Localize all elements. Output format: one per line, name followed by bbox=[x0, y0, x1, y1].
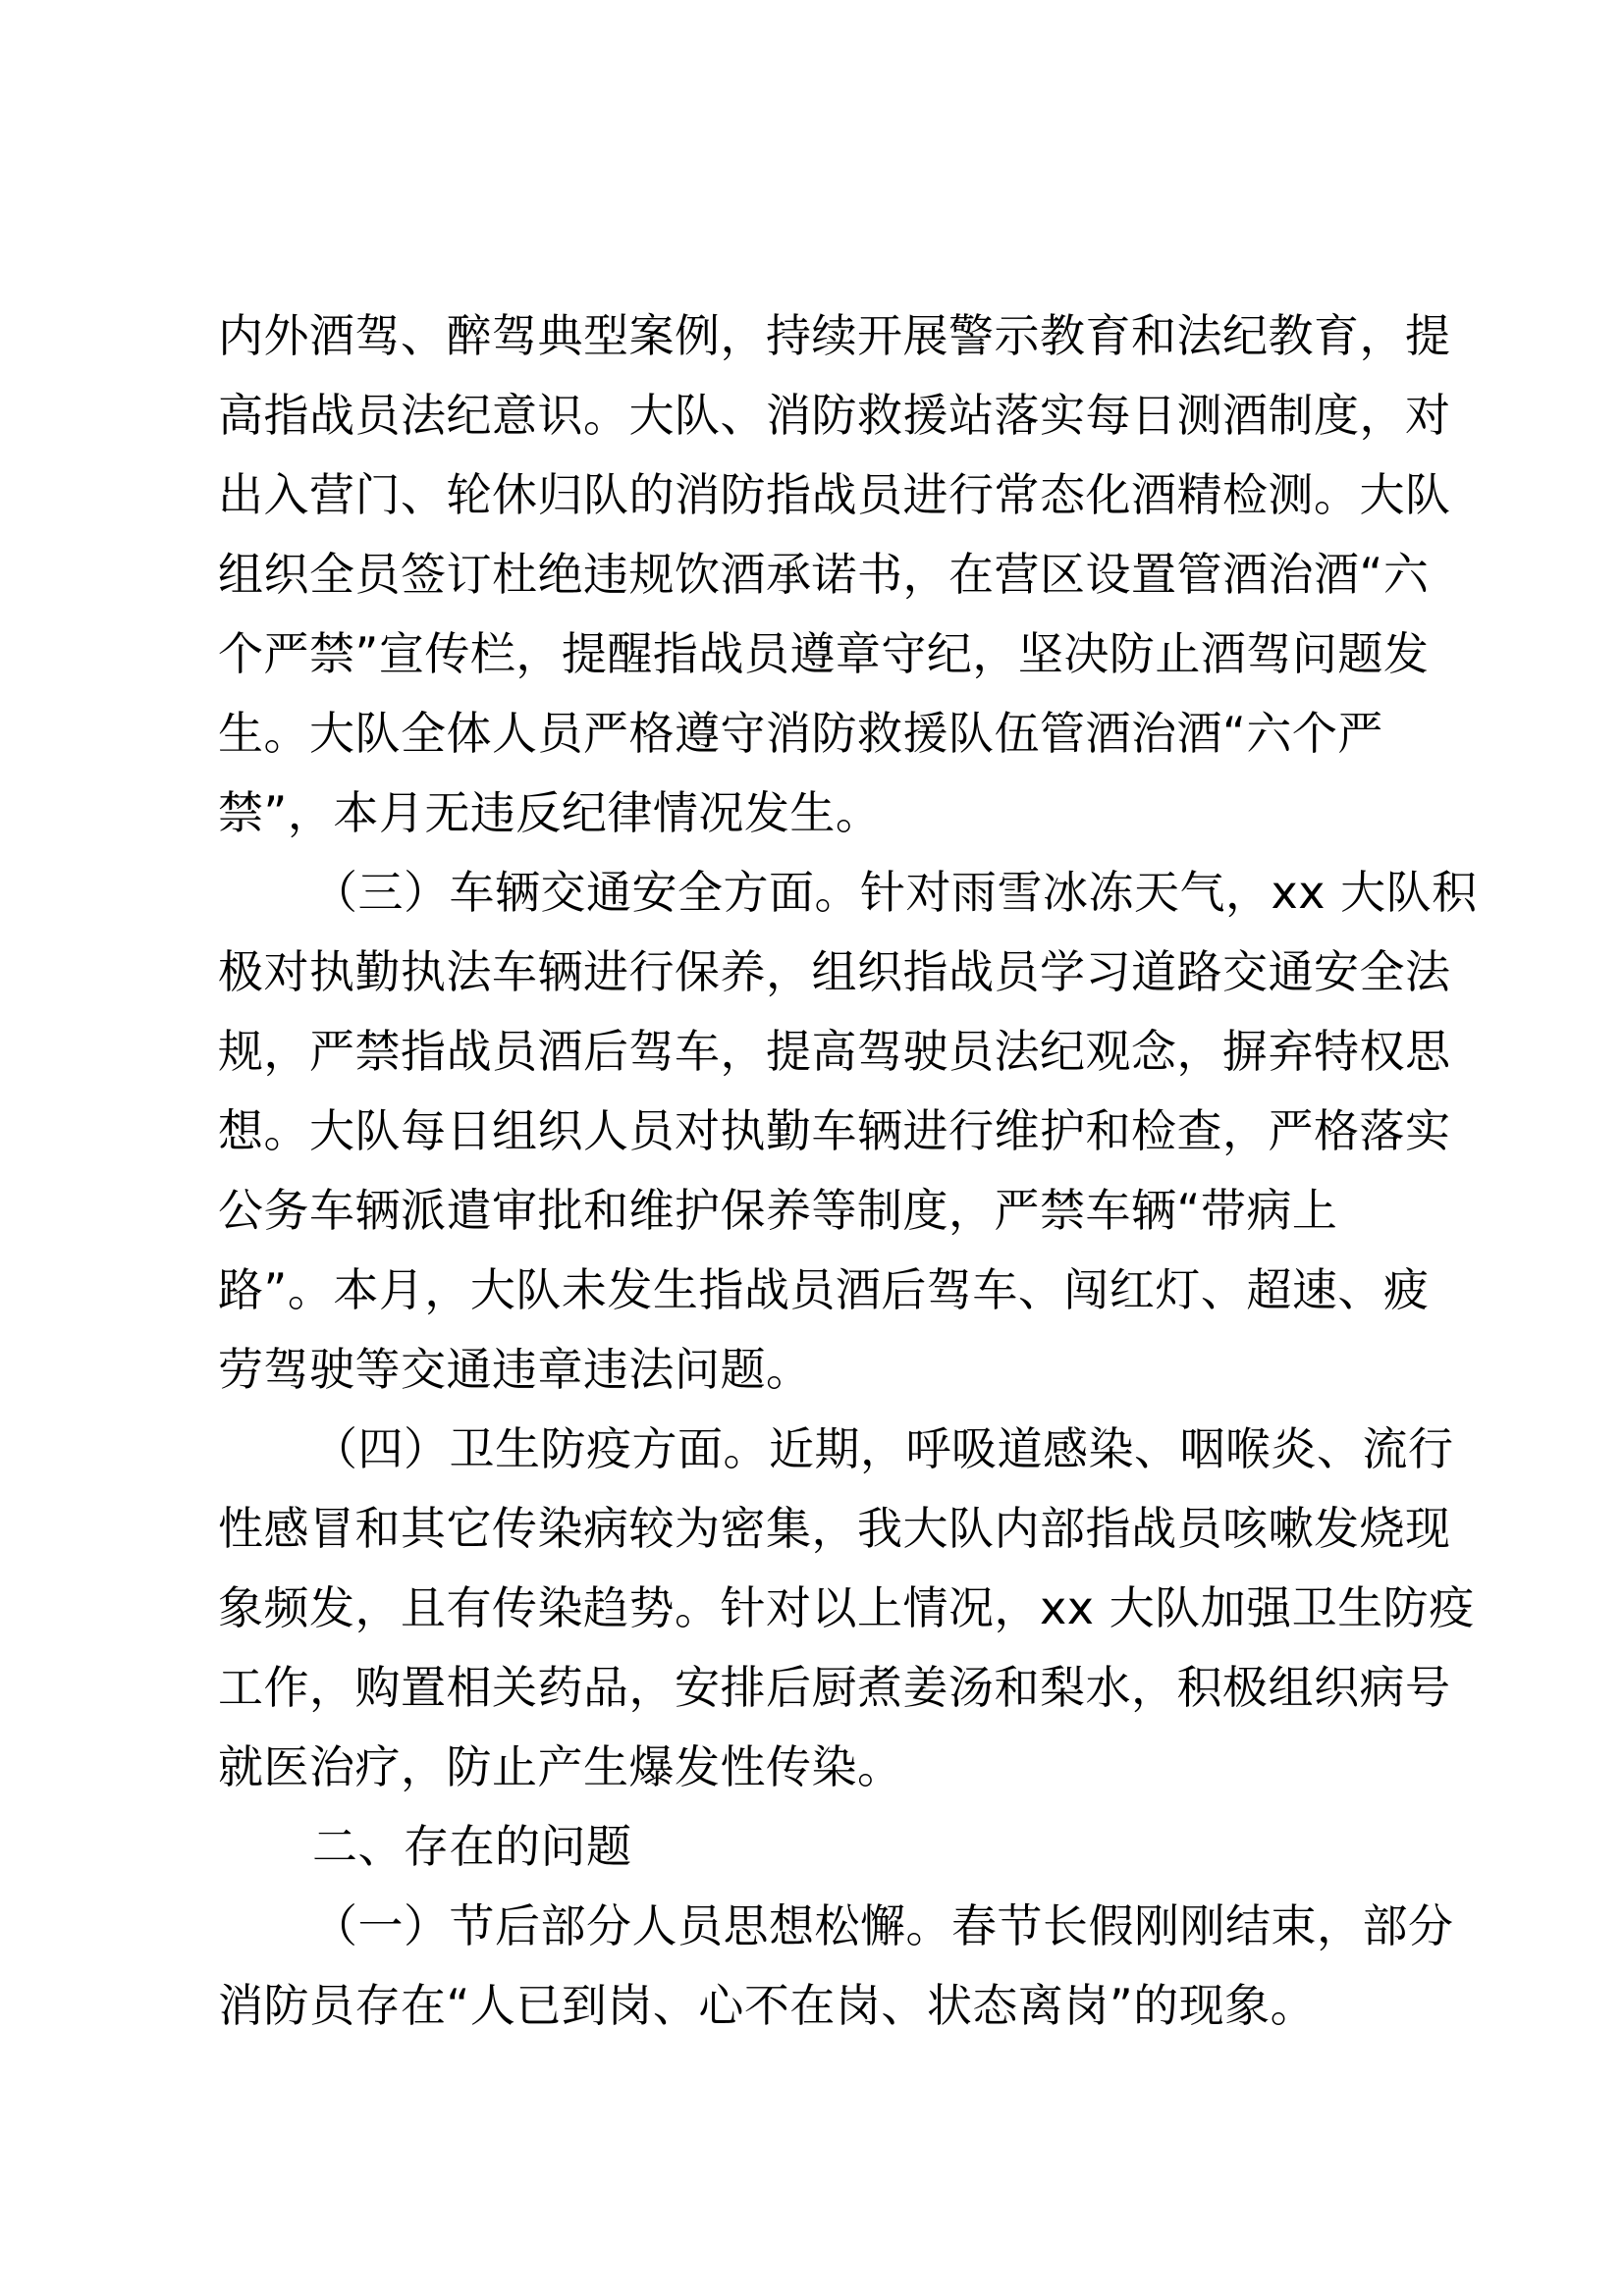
body-text bbox=[218, 296, 1478, 2046]
text-line: 禁”，本月无违反纪律情况发生。 bbox=[218, 786, 882, 839]
section-heading-existing-problems: 二、存在的问题 bbox=[312, 1820, 632, 1873]
text-line: 劳驾驶等交通违章违法问题。 bbox=[218, 1343, 812, 1396]
text-line: 就医治疗，防止产生爆发性传染。 bbox=[218, 1740, 903, 1793]
text-line: 工作，购置相关药品，安排后厨煮姜汤和梨水，积极组织病号 bbox=[218, 1661, 1451, 1714]
text-line: 公务车辆派遣审批和维护保养等制度，严禁车辆“带病上 bbox=[218, 1184, 1338, 1237]
text-line: 消防员存在“人已到岗、心不在岗、状态离岗”的现象。 bbox=[218, 1979, 1317, 2032]
text-line: 规，严禁指战员酒后驾车，提高驾驶员法纪观念，摒弃特权思 bbox=[218, 1025, 1451, 1078]
text-line: 想。大队每日组织人员对执勤车辆进行维护和检查，严格落实 bbox=[218, 1104, 1451, 1157]
text-line: 个严禁”宣传栏，提醒指战员遵章守纪，坚决防止酒驾问题发 bbox=[218, 627, 1430, 680]
section-heading-epidemic-prevention: （四）卫生防疫方面。近期，呼吸道感染、咽喉炎、流行 bbox=[312, 1422, 1454, 1475]
text-line: 出入营门、轮休归队的消防指战员进行常态化酒精检测。大队 bbox=[218, 468, 1451, 521]
text-line: 路”。本月，大队未发生指战员酒后驾车、闯红灯、超速、疲 bbox=[218, 1263, 1430, 1316]
text-line: 组织全员签订杜绝违规饮酒承诺书，在营区设置管酒治酒“六 bbox=[218, 548, 1430, 601]
text-line: 生。大队全体人员严格遵守消防救援队伍管酒治酒“六个严 bbox=[218, 707, 1383, 760]
text-line: 极对执勤执法车辆进行保养，组织指战员学习道路交通安全法 bbox=[218, 945, 1451, 998]
text-line: 象频发，且有传染趋势。针对以上情况，xx 大队加强卫生防疫 bbox=[218, 1581, 1475, 1634]
subsection-heading-post-holiday: （一）节后部分人员思想松懈。春节长假刚刚结束，部分 bbox=[312, 1899, 1454, 1952]
text-line: 性感冒和其它传染病较为密集，我大队内部指战员咳嗽发烧现 bbox=[218, 1502, 1451, 1555]
section-heading-vehicle-safety: （三）车辆交通安全方面。针对雨雪冰冻天气，xx 大队积 bbox=[312, 866, 1478, 919]
text-line: 内外酒驾、醉驾典型案例，持续开展警示教育和法纪教育，提 bbox=[218, 309, 1451, 362]
text-line: 高指战员法纪意识。大队、消防救援站落实每日测酒制度，对 bbox=[218, 389, 1451, 442]
